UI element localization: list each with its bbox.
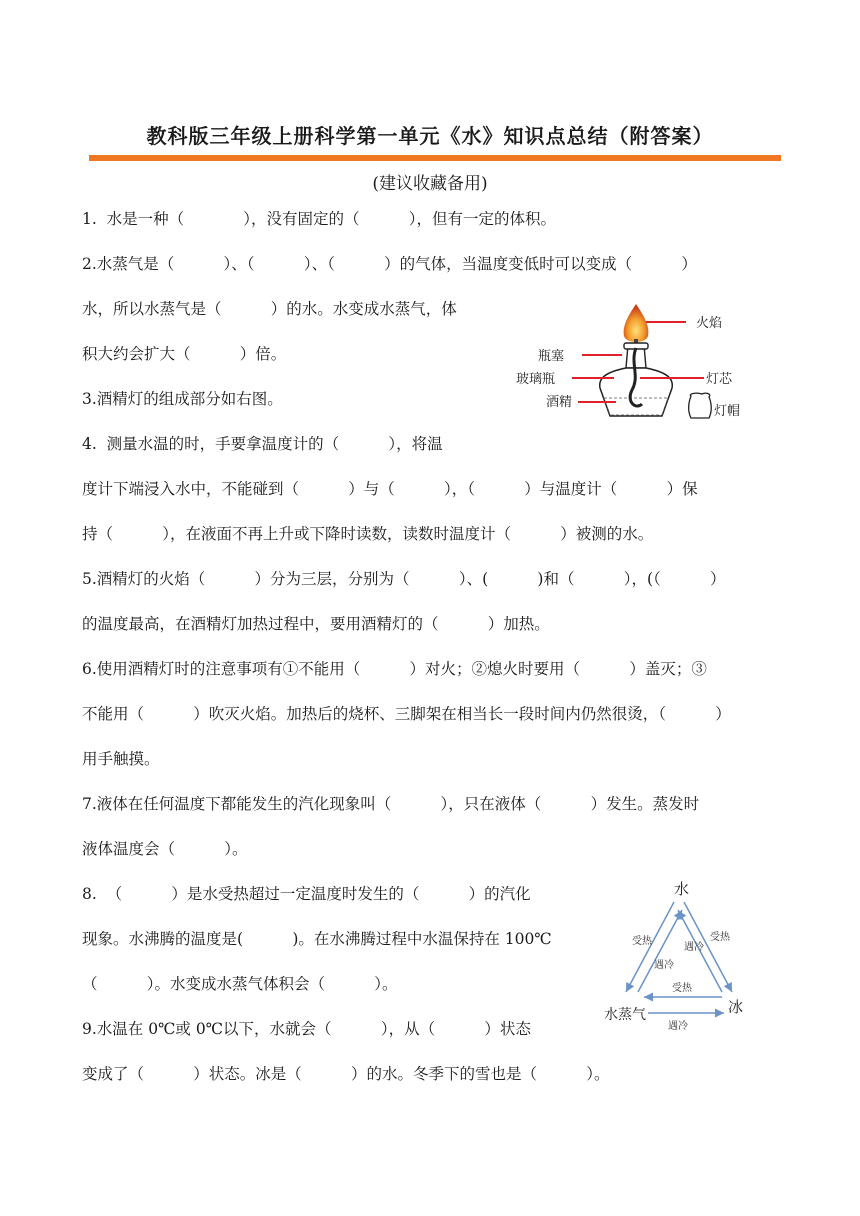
lamp-cap-icon — [689, 393, 712, 418]
question-3: 3.酒精灯的组成部分如右图。 — [82, 390, 283, 408]
title-underline — [89, 155, 781, 161]
question-5-line-1: 5.酒精灯的火焰（ ）分为三层，分别为（ ）、( )和（ ），(（ ） — [82, 570, 726, 588]
question-7-line-2: 液体温度会（ ）。 — [82, 840, 248, 858]
node-water: 水 — [674, 880, 690, 898]
flame-shape — [624, 304, 649, 342]
question-4-line-3: 持（ ），在液面不再上升或下降时读数，读数时温度计（ ）被测的水。 — [82, 525, 654, 543]
question-5-line-2: 的温度最高，在酒精灯加热过程中，要用酒精灯的（ ）加热。 — [82, 615, 550, 633]
question-6-line-2: 不能用（ ）吹灭火焰。加热后的烧杯、三脚架在相当长一段时间内仍然很烫，（ ） — [82, 705, 731, 723]
label-stopper: 瓶塞 — [538, 349, 565, 364]
question-7-line-1: 7.液体在任何温度下都能发生的汽化现象叫（ ），只在液体（ ）发生。蒸发时 — [82, 795, 700, 813]
question-2-line-2: 水，所以水蒸气是（ ）的水。水变成水蒸气，体 — [82, 300, 457, 318]
question-9-line-1: 9.水温在 0℃或 0℃以下，水就会（ ），从（ ）状态 — [82, 1020, 531, 1038]
question-4-line-2: 度计下端浸入水中，不能碰到（ ）与（ ），（ ）与温度计（ ）保 — [82, 480, 698, 498]
question-8-line-3: （ ）。水变成水蒸气体积会（ ）。 — [82, 975, 398, 993]
page-subtitle: (建议收藏备用) — [372, 174, 488, 194]
label-cool-bottom: 遇冷 — [668, 1021, 688, 1032]
label-flame: 火焰 — [696, 316, 723, 331]
node-ice: 冰 — [728, 998, 744, 1016]
label-cap: 灯帽 — [714, 404, 741, 419]
question-2-line-1: 2.水蒸气是（ ）、（ ）、（ ）的气体，当温度变低时可以变成（ ） — [82, 255, 697, 273]
question-8-line-2: 现象。水沸腾的温度是( )。在水沸腾过程中水温保持在 100℃ — [82, 930, 552, 948]
question-8-line-1: 8. （ ）是水受热超过一定温度时发生的（ ）的汽化 — [82, 885, 531, 903]
question-2-line-3: 积大约会扩大（ ）倍。 — [82, 345, 287, 363]
label-heat-bottom: 受热 — [672, 983, 692, 994]
label-bottle: 玻璃瓶 — [516, 372, 556, 387]
label-wick: 灯芯 — [706, 372, 733, 387]
label-alcohol: 酒精 — [546, 395, 573, 410]
question-4-line-1: 4. 测量水温的时，手要拿温度计的（ ），将温 — [82, 435, 443, 453]
question-6-line-3: 用手触摸。 — [82, 750, 160, 768]
label-cool-right: 遇冷 — [684, 942, 704, 953]
arrow-vapor-to-water — [638, 910, 682, 992]
arrow-water-to-vapor — [626, 902, 674, 992]
label-heat-right: 受热 — [710, 932, 730, 943]
question-1: 1. 水是一种（ ），没有固定的（ ），但有一定的体积。 — [82, 210, 557, 228]
question-6-line-1: 6.使用酒精灯时的注意事项有①不能用（ ）对火；②熄火时要用（ ）盖灭；③ — [82, 660, 707, 678]
alcohol-lamp-diagram — [510, 298, 770, 428]
label-cool-left: 遇冷 — [654, 960, 674, 971]
question-9-line-2: 变成了（ ）状态。冰是（ ）的水。冬季下的雪也是（ ）。 — [82, 1065, 610, 1083]
page-title: 教科版三年级上册科学第一单元《水》知识点总结（附答案） — [146, 124, 714, 148]
node-vapor: 水蒸气 — [604, 1007, 646, 1023]
water-state-diagram — [598, 874, 758, 1039]
label-heat-left: 受热 — [632, 936, 652, 947]
